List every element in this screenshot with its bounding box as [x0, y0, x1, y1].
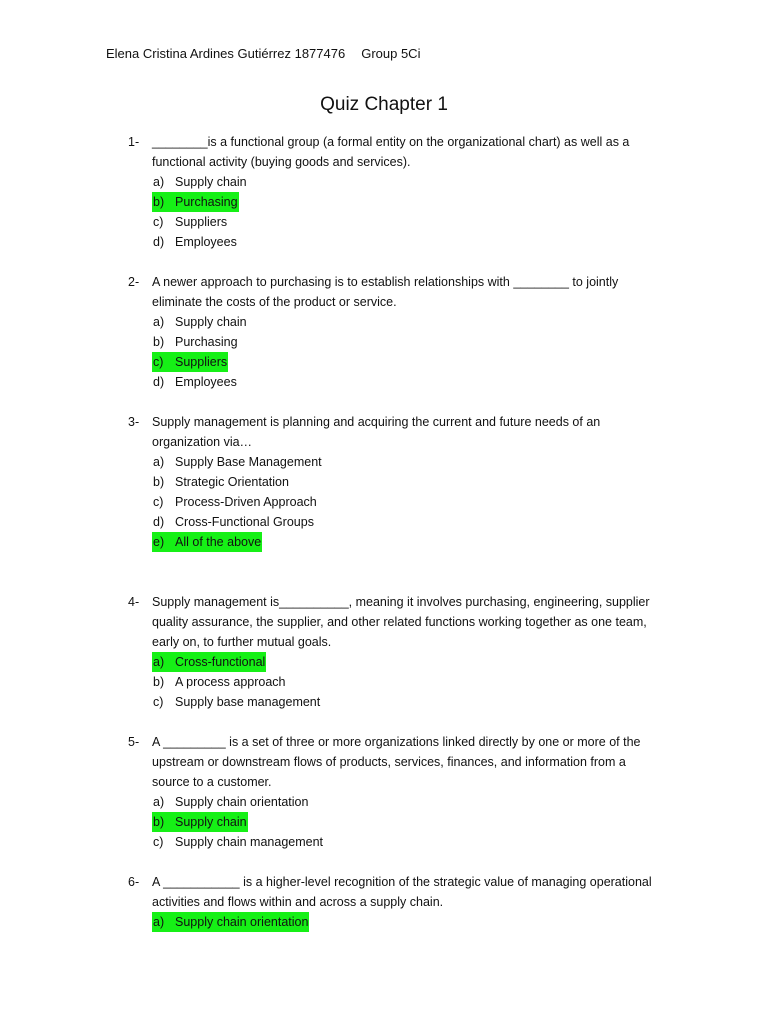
page-title: Quiz Chapter 1 — [320, 94, 448, 115]
option-d: d) Cross-Functional Groups — [153, 515, 314, 529]
question-number: 5- — [128, 735, 140, 749]
question-text: Supply management is__________, meaning it involves purchasing, engineering, supplier quality assurance, the supplier, and other related functions working together as one team, early on, to further mutual goals. — [152, 595, 650, 649]
question-5 — [128, 732, 658, 852]
option-a: a) Supply chain — [153, 315, 247, 329]
question-number: 1- — [128, 135, 140, 149]
option-d: d) Employees — [153, 235, 237, 249]
question-text: Supply management is planning and acquiring the current and future needs of an organization via… — [152, 415, 601, 449]
question-number: 2- — [128, 275, 140, 289]
option-a: a) Supply chain — [153, 175, 247, 189]
option-b-correct: b) Supply chain — [152, 812, 658, 832]
question-6 — [128, 872, 658, 932]
question-3 — [128, 412, 658, 552]
option-c: c) Suppliers — [153, 215, 228, 229]
option-e-correct: e) All of the above — [152, 532, 658, 552]
question-2 — [128, 272, 658, 392]
question-text: A _________ is a set of three or more organizations linked directly by one or more of the upstream or downstream flows of products, services, finances, and information from a source to a customer. — [152, 735, 641, 789]
answer-options — [152, 792, 658, 852]
answer-options — [152, 652, 658, 712]
option-c: c) Supply base management — [153, 695, 321, 709]
option-b-correct: b) Purchasing — [152, 192, 658, 212]
question-text: A newer approach to purchasing is to establish relationships with ________ to jointly eliminate the costs of the product or service. — [152, 275, 619, 309]
document-header — [106, 45, 420, 63]
student-name: Elena Cristina Ardines Gutiérrez 1877476 — [106, 46, 346, 61]
student-group: Group 5Ci — [361, 46, 421, 61]
question-1 — [128, 132, 658, 252]
answer-options — [152, 452, 658, 552]
answer-options — [152, 172, 658, 252]
answer-options — [152, 312, 658, 392]
option-a-correct: a) Cross-functional — [152, 652, 658, 672]
option-b: b) Purchasing — [153, 335, 238, 349]
option-b: b) A process approach — [153, 675, 286, 689]
option-b: b) Strategic Orientation — [153, 475, 289, 489]
option-c: c) Process-Driven Approach — [153, 495, 317, 509]
question-number: 3- — [128, 415, 140, 429]
question-number: 6- — [128, 875, 140, 889]
option-d: d) Employees — [153, 375, 237, 389]
question-text: A ___________ is a higher-level recognition of the strategic value of managing operational activities and flows within and across a supply chain. — [152, 875, 652, 909]
option-c: c) Supply chain management — [153, 835, 324, 849]
question-number: 4- — [128, 595, 140, 609]
option-a-correct: a) Supply chain orientation — [152, 912, 658, 932]
question-4 — [128, 592, 658, 712]
answer-options — [152, 912, 658, 932]
option-a: a) Supply Base Management — [153, 455, 322, 469]
question-text: ________is a functional group (a formal entity on the organizational chart) as well as a functional activity (buying goods and services). — [152, 135, 630, 169]
option-a: a) Supply chain orientation — [153, 795, 309, 809]
option-c-correct: c) Suppliers — [152, 352, 658, 372]
